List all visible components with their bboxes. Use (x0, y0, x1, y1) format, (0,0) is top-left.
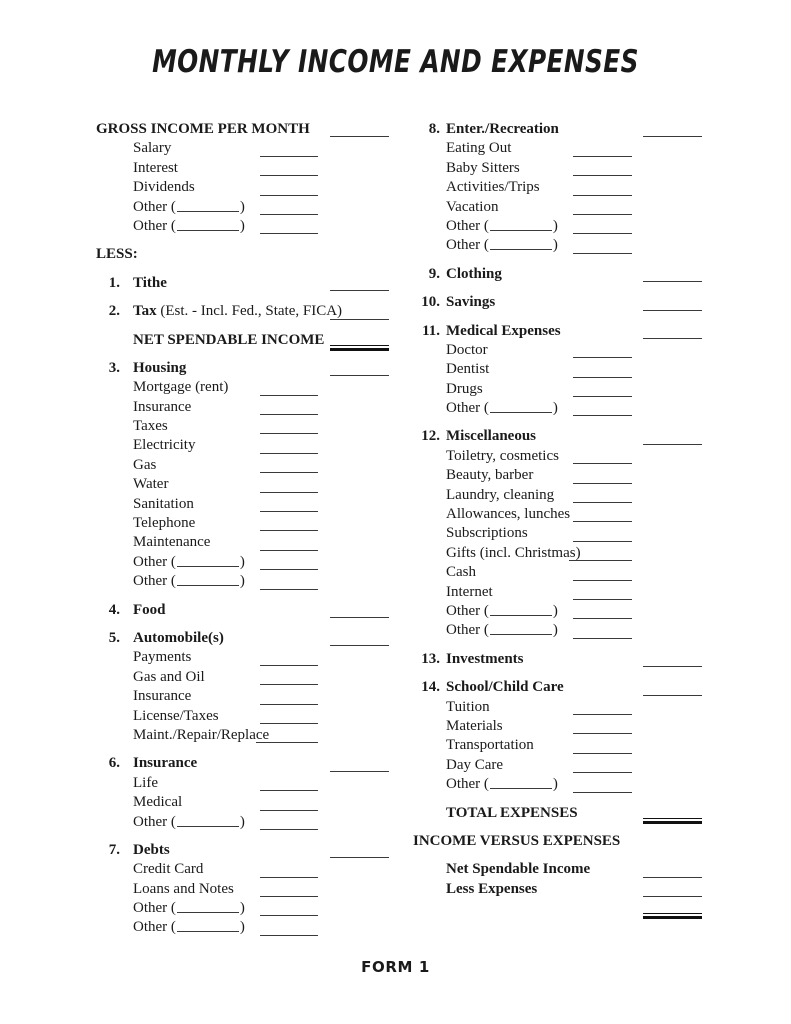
other-write-in-blank[interactable] (177, 574, 239, 586)
line-item-label: Baby Sitters (446, 159, 520, 176)
line-item-row (413, 486, 713, 505)
other-write-in-blank[interactable] (177, 815, 239, 827)
line-item-row (413, 360, 713, 379)
section-heading: Medical Expenses (446, 322, 561, 339)
line-item-row (96, 726, 396, 745)
line-item-label: Sanitation (133, 495, 194, 512)
line-item-label: Beauty, barber (446, 467, 534, 484)
line-item-label: Maint./Repair/Replace (133, 726, 270, 743)
line-item-row (96, 198, 396, 217)
section-total-blank[interactable] (643, 310, 702, 311)
amount-blank[interactable] (573, 483, 632, 484)
section-total-blank[interactable] (643, 666, 702, 667)
amount-blank[interactable] (260, 810, 318, 811)
gross-income-total-blank[interactable] (330, 136, 389, 137)
amount-blank[interactable] (573, 541, 632, 542)
section-header-row (413, 427, 713, 446)
amount-blank[interactable] (260, 723, 318, 724)
line-item-label: Payments (133, 649, 192, 666)
page-title: MONTHLY INCOME AND EXPENSES (152, 44, 639, 80)
line-item-row (96, 774, 396, 793)
amount-blank[interactable] (260, 492, 318, 493)
gross-income-heading: GROSS INCOME PER MONTH (96, 121, 310, 137)
other-write-in-blank[interactable] (177, 200, 239, 212)
line-item-row (96, 572, 396, 591)
section-total-blank[interactable] (643, 444, 702, 445)
total-expenses-label: TOTAL EXPENSES (446, 804, 578, 821)
section-number: 14. (421, 679, 440, 696)
line-item-row (413, 717, 713, 736)
line-item-label: Other ( ) (446, 602, 558, 619)
section-heading: Housing (133, 359, 187, 376)
amount-blank[interactable] (260, 896, 318, 897)
amount-blank[interactable] (260, 550, 318, 551)
amount-blank[interactable] (260, 433, 318, 434)
other-write-in-blank[interactable] (177, 555, 239, 567)
section-number: 5. (108, 629, 120, 646)
line-item-row (96, 707, 396, 726)
line-item-label: Medical (133, 794, 183, 811)
line-item-row (413, 621, 713, 640)
section-header-row (413, 678, 713, 697)
line-item-label: Taxes (133, 418, 168, 435)
line-item-row (96, 475, 396, 494)
line-item-label: Activities/Trips (446, 179, 540, 196)
net-spendable-income-label: Net Spendable Income (446, 861, 591, 878)
section-number: 4. (108, 601, 120, 618)
section-header-row (96, 302, 396, 321)
amount-blank[interactable] (573, 792, 632, 793)
section-header-row (96, 274, 396, 293)
line-item-row (96, 648, 396, 667)
line-item-row (96, 553, 396, 572)
line-item-label: Other ( ) (446, 217, 558, 234)
line-item-row (96, 159, 396, 178)
net-spendable-income-blank[interactable] (643, 877, 702, 878)
section-heading: Tax (Est. - Incl. Fed., State, FICA) (133, 303, 343, 320)
form-footer: FORM 1 (361, 958, 430, 976)
amount-blank[interactable] (573, 175, 632, 176)
line-item-row (413, 563, 713, 582)
line-item-label: Drugs (446, 380, 483, 397)
line-item-row (413, 524, 713, 543)
amount-blank[interactable] (573, 463, 632, 464)
line-item-label: Other ( ) (133, 813, 245, 830)
line-item-label: Gas (133, 456, 157, 473)
amount-blank[interactable] (573, 521, 632, 522)
amount-blank[interactable] (260, 214, 318, 215)
amount-blank[interactable] (260, 877, 318, 878)
line-item-label: Transportation (446, 737, 534, 754)
section-total-blank[interactable] (330, 375, 389, 376)
line-item-label: Tuition (446, 698, 490, 715)
line-item-row (96, 436, 396, 455)
section-heading: Debts (133, 841, 170, 858)
line-item-label: Maintenance (133, 534, 211, 551)
amount-blank[interactable] (260, 665, 318, 666)
line-item-row (96, 514, 396, 533)
line-item-label: Water (133, 476, 169, 493)
line-item-row (96, 668, 396, 687)
section-heading: Enter./Recreation (446, 121, 559, 137)
amount-blank[interactable] (573, 580, 632, 581)
grand-total-double-rule[interactable] (643, 913, 702, 919)
line-item-row (413, 399, 713, 418)
line-item-label: Interest (133, 159, 178, 176)
amount-blank[interactable] (573, 753, 632, 754)
line-item-label: Telephone (133, 515, 196, 532)
section-total-blank[interactable] (330, 645, 389, 646)
line-item-row (96, 813, 396, 832)
section-header-row (413, 265, 713, 284)
section-number: 3. (108, 359, 120, 376)
other-write-in-blank[interactable] (490, 777, 552, 789)
section-total-blank[interactable] (643, 338, 702, 339)
section-header-row (413, 322, 713, 341)
section-number: 11. (422, 322, 440, 339)
less-expenses-label: Less Expenses (446, 880, 538, 897)
line-item-row (413, 505, 713, 524)
line-item-label: Other ( ) (133, 553, 245, 570)
line-item-label: Cash (446, 564, 476, 581)
line-item-label: Vacation (446, 198, 499, 215)
line-item-label: Mortgage (rent) (133, 379, 229, 396)
gross-income-header-row (96, 120, 396, 139)
line-item-label: Day Care (446, 756, 504, 773)
less-expenses-row (413, 880, 713, 899)
line-item-row (413, 159, 713, 178)
line-item-label: Subscriptions (446, 525, 528, 542)
line-item-row (96, 899, 396, 918)
section-header-row (96, 359, 396, 378)
line-item-row (413, 178, 713, 197)
line-item-row (96, 217, 396, 236)
line-item-label: Doctor (446, 341, 488, 358)
line-item-row (413, 380, 713, 399)
line-item-row (96, 533, 396, 552)
amount-blank[interactable] (573, 733, 632, 734)
line-item-label: Insurance (133, 398, 192, 415)
section-number: 13. (421, 650, 440, 667)
section-header-row (96, 601, 396, 620)
amount-blank[interactable] (573, 618, 632, 619)
grand-total-row (413, 913, 713, 932)
section-header-row (413, 650, 713, 669)
section-heading: NET SPENDABLE INCOME (133, 331, 325, 348)
section-number: 7. (108, 841, 120, 858)
other-write-in-blank[interactable] (490, 401, 552, 413)
line-item-label: Internet (446, 583, 493, 600)
amount-blank[interactable] (256, 742, 318, 743)
line-item-row (413, 736, 713, 755)
line-item-row (96, 860, 396, 879)
right-column (413, 120, 713, 932)
line-item-label: Gas and Oil (133, 668, 205, 685)
line-item-label: Life (133, 774, 158, 791)
line-item-label: Materials (446, 717, 503, 734)
amount-blank[interactable] (573, 714, 632, 715)
total-expenses-row (413, 804, 713, 823)
section-heading-note: (Est. - Incl. Fed., State, FICA) (156, 303, 343, 320)
total-expenses-double-rule[interactable] (643, 818, 702, 824)
section-heading: Clothing (446, 265, 502, 282)
left-column (96, 120, 396, 938)
line-item-label: Allowances, lunches (446, 506, 571, 523)
section-header-row (413, 293, 713, 312)
section-header-row (96, 629, 396, 648)
line-item-label: Other ( ) (133, 919, 245, 936)
section-header-row (96, 754, 396, 773)
section-total-double-rule[interactable] (330, 345, 389, 351)
line-item-label: Other ( ) (446, 400, 558, 417)
other-write-in-blank[interactable] (177, 920, 239, 932)
amount-blank[interactable] (569, 560, 632, 561)
line-item-row (413, 236, 713, 255)
line-item-row (96, 417, 396, 436)
section-total-blank[interactable] (330, 290, 389, 291)
line-item-label: Dentist (446, 361, 490, 378)
section-number: 8. (428, 121, 440, 137)
line-item-row (413, 217, 713, 236)
amount-blank[interactable] (260, 915, 318, 916)
amount-blank[interactable] (573, 214, 632, 215)
line-item-label: Electricity (133, 437, 196, 454)
amount-blank[interactable] (260, 829, 318, 830)
line-item-label: Dividends (133, 179, 195, 196)
line-item-row (413, 698, 713, 717)
amount-blank[interactable] (260, 684, 318, 685)
net-spendable-income-row (413, 860, 713, 879)
amount-blank[interactable] (260, 530, 318, 531)
line-item-row (96, 918, 396, 937)
line-item-row (96, 495, 396, 514)
amount-blank[interactable] (573, 377, 632, 378)
section-heading: School/Child Care (446, 679, 564, 696)
line-item-label: Other ( ) (133, 573, 245, 590)
section-total-blank[interactable] (643, 695, 702, 696)
line-item-label: Other ( ) (133, 217, 245, 234)
line-item-row (413, 139, 713, 158)
amount-blank[interactable] (260, 156, 318, 157)
line-item-row (96, 880, 396, 899)
amount-blank[interactable] (260, 589, 318, 590)
section-number: 2. (108, 303, 120, 320)
income-versus-expenses-label: INCOME VERSUS EXPENSES (413, 832, 621, 849)
line-item-label: Credit Card (133, 861, 204, 878)
line-item-row (96, 178, 396, 197)
line-item-row (96, 139, 396, 158)
line-item-label: Gifts (incl. Christmas) (446, 544, 581, 561)
section-total-blank[interactable] (330, 617, 389, 618)
line-item-row (96, 793, 396, 812)
amount-blank[interactable] (260, 175, 318, 176)
amount-blank[interactable] (573, 772, 632, 773)
line-item-label: Other ( ) (133, 900, 245, 917)
section-total-blank[interactable] (330, 857, 389, 858)
other-write-in-blank[interactable] (490, 219, 552, 231)
line-item-label: Eating Out (446, 140, 512, 157)
line-item-label: Loans and Notes (133, 880, 234, 897)
line-item-label: Laundry, cleaning (446, 486, 555, 503)
line-item-row (413, 447, 713, 466)
section-header-row (413, 120, 713, 139)
line-item-row (413, 198, 713, 217)
section-number: 10. (421, 294, 440, 311)
line-item-row (96, 398, 396, 417)
amount-blank[interactable] (260, 233, 318, 234)
amount-blank[interactable] (260, 704, 318, 705)
line-item-row (413, 466, 713, 485)
amount-blank[interactable] (260, 569, 318, 570)
line-item-label: Other ( ) (133, 198, 245, 215)
line-item-row (96, 378, 396, 397)
line-item-label: Other ( ) (446, 622, 558, 639)
section-total-blank[interactable] (330, 771, 389, 772)
income-versus-expenses-row (413, 832, 713, 851)
line-item-row (413, 756, 713, 775)
other-write-in-blank[interactable] (490, 604, 552, 616)
section-heading: Investments (446, 650, 524, 667)
amount-blank[interactable] (260, 511, 318, 512)
amount-blank[interactable] (573, 195, 632, 196)
line-item-label: Other ( ) (446, 776, 558, 793)
section-number: 6. (108, 755, 120, 772)
amount-blank[interactable] (260, 195, 318, 196)
amount-blank[interactable] (573, 156, 632, 157)
amount-blank[interactable] (573, 638, 632, 639)
section-heading: Tithe (133, 274, 167, 291)
section-number: 12. (421, 428, 440, 445)
section-heading: Food (133, 601, 166, 618)
amount-blank[interactable] (573, 253, 632, 254)
section-number: 9. (428, 265, 440, 282)
amount-blank[interactable] (573, 396, 632, 397)
section-total-blank[interactable] (643, 136, 702, 137)
section-heading: Savings (446, 294, 496, 311)
other-write-in-blank[interactable] (490, 238, 552, 250)
line-item-row (413, 341, 713, 360)
amount-blank[interactable] (260, 414, 318, 415)
line-item-row (413, 775, 713, 794)
section-total-blank[interactable] (643, 281, 702, 282)
line-item-label: Toiletry, cosmetics (446, 447, 559, 464)
line-item-label: Salary (133, 140, 172, 157)
line-item-row (413, 602, 713, 621)
amount-blank[interactable] (573, 233, 632, 234)
section-total-blank[interactable] (330, 319, 389, 320)
other-write-in-blank[interactable] (177, 901, 239, 913)
line-item-label: Other ( ) (446, 237, 558, 254)
amount-blank[interactable] (573, 502, 632, 503)
section-heading: Automobile(s) (133, 629, 224, 646)
amount-blank[interactable] (260, 790, 318, 791)
amount-blank[interactable] (260, 935, 318, 936)
amount-blank[interactable] (573, 599, 632, 600)
amount-blank[interactable] (573, 415, 632, 416)
section-header-row (96, 331, 396, 350)
section-heading: Insurance (133, 755, 198, 772)
less-header-row (96, 245, 396, 264)
section-header-row (96, 841, 396, 860)
line-item-label: Insurance (133, 688, 192, 705)
other-write-in-blank[interactable] (177, 219, 239, 231)
line-item-label: License/Taxes (133, 707, 219, 724)
section-heading: Miscellaneous (446, 428, 536, 445)
line-item-row (413, 583, 713, 602)
amount-blank[interactable] (260, 395, 318, 396)
less-heading: LESS: (96, 246, 138, 263)
less-expenses-blank[interactable] (643, 896, 702, 897)
amount-blank[interactable] (260, 453, 318, 454)
other-write-in-blank[interactable] (490, 623, 552, 635)
line-item-row (96, 456, 396, 475)
amount-blank[interactable] (573, 357, 632, 358)
line-item-row (96, 687, 396, 706)
line-item-row (413, 544, 713, 563)
section-number: 1. (108, 274, 120, 291)
amount-blank[interactable] (260, 472, 318, 473)
